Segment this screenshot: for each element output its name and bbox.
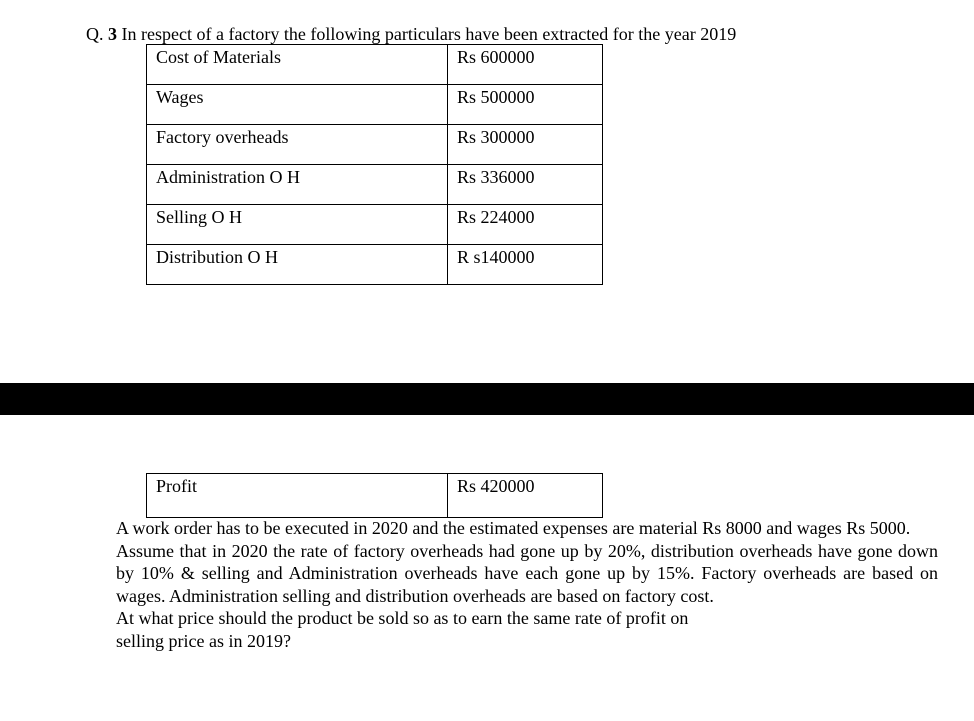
table-row	[147, 45, 603, 85]
table-row	[147, 245, 603, 285]
question-body	[116, 517, 938, 652]
particular-amount: R s140000	[448, 245, 603, 285]
question-heading	[86, 22, 736, 46]
paragraph-question: At what price should the product be sold so as to earn the same rate of profit on	[116, 608, 689, 628]
particular-item: Distribution O H	[147, 245, 448, 285]
table-row	[147, 165, 603, 205]
question-number: 3	[108, 24, 117, 44]
particular-amount: Rs 224000	[448, 205, 603, 245]
particular-amount: Rs 600000	[448, 45, 603, 85]
paragraph-work-order: A work order has to be executed in 2020 and the estimated expenses are material Rs 8000 and wages Rs 5000.	[116, 518, 911, 538]
profit-label: Profit	[147, 474, 448, 518]
particulars-table	[146, 44, 603, 285]
paragraph-question-end: selling price as in 2019?	[116, 630, 291, 651]
particular-amount: Rs 500000	[448, 85, 603, 125]
particular-item: Selling O H	[147, 205, 448, 245]
table-row	[147, 125, 603, 165]
particular-item: Wages	[147, 85, 448, 125]
redaction-band	[0, 383, 974, 415]
particular-amount: Rs 300000	[448, 125, 603, 165]
table-row	[147, 474, 603, 518]
profit-amount: Rs 420000	[448, 474, 603, 518]
particular-item: Factory overheads	[147, 125, 448, 165]
particular-item: Administration O H	[147, 165, 448, 205]
table-row	[147, 85, 603, 125]
particular-amount: Rs 336000	[448, 165, 603, 205]
question-prefix: Q.	[86, 24, 104, 44]
particular-item: Cost of Materials	[147, 45, 448, 85]
profit-table	[146, 473, 603, 518]
question-text: In respect of a factory the following particulars have been extracted for the year 2019	[121, 24, 737, 44]
table-row	[147, 205, 603, 245]
paragraph-assumptions: Assume that in 2020 the rate of factory overheads had gone up by 20%, distribution overheads have gone down by 10% & selling and Administration overheads have each gone up by 15%. Factory overheads are based on wages. Administration selling and distribution overheads are based on factory cost.	[116, 540, 938, 606]
